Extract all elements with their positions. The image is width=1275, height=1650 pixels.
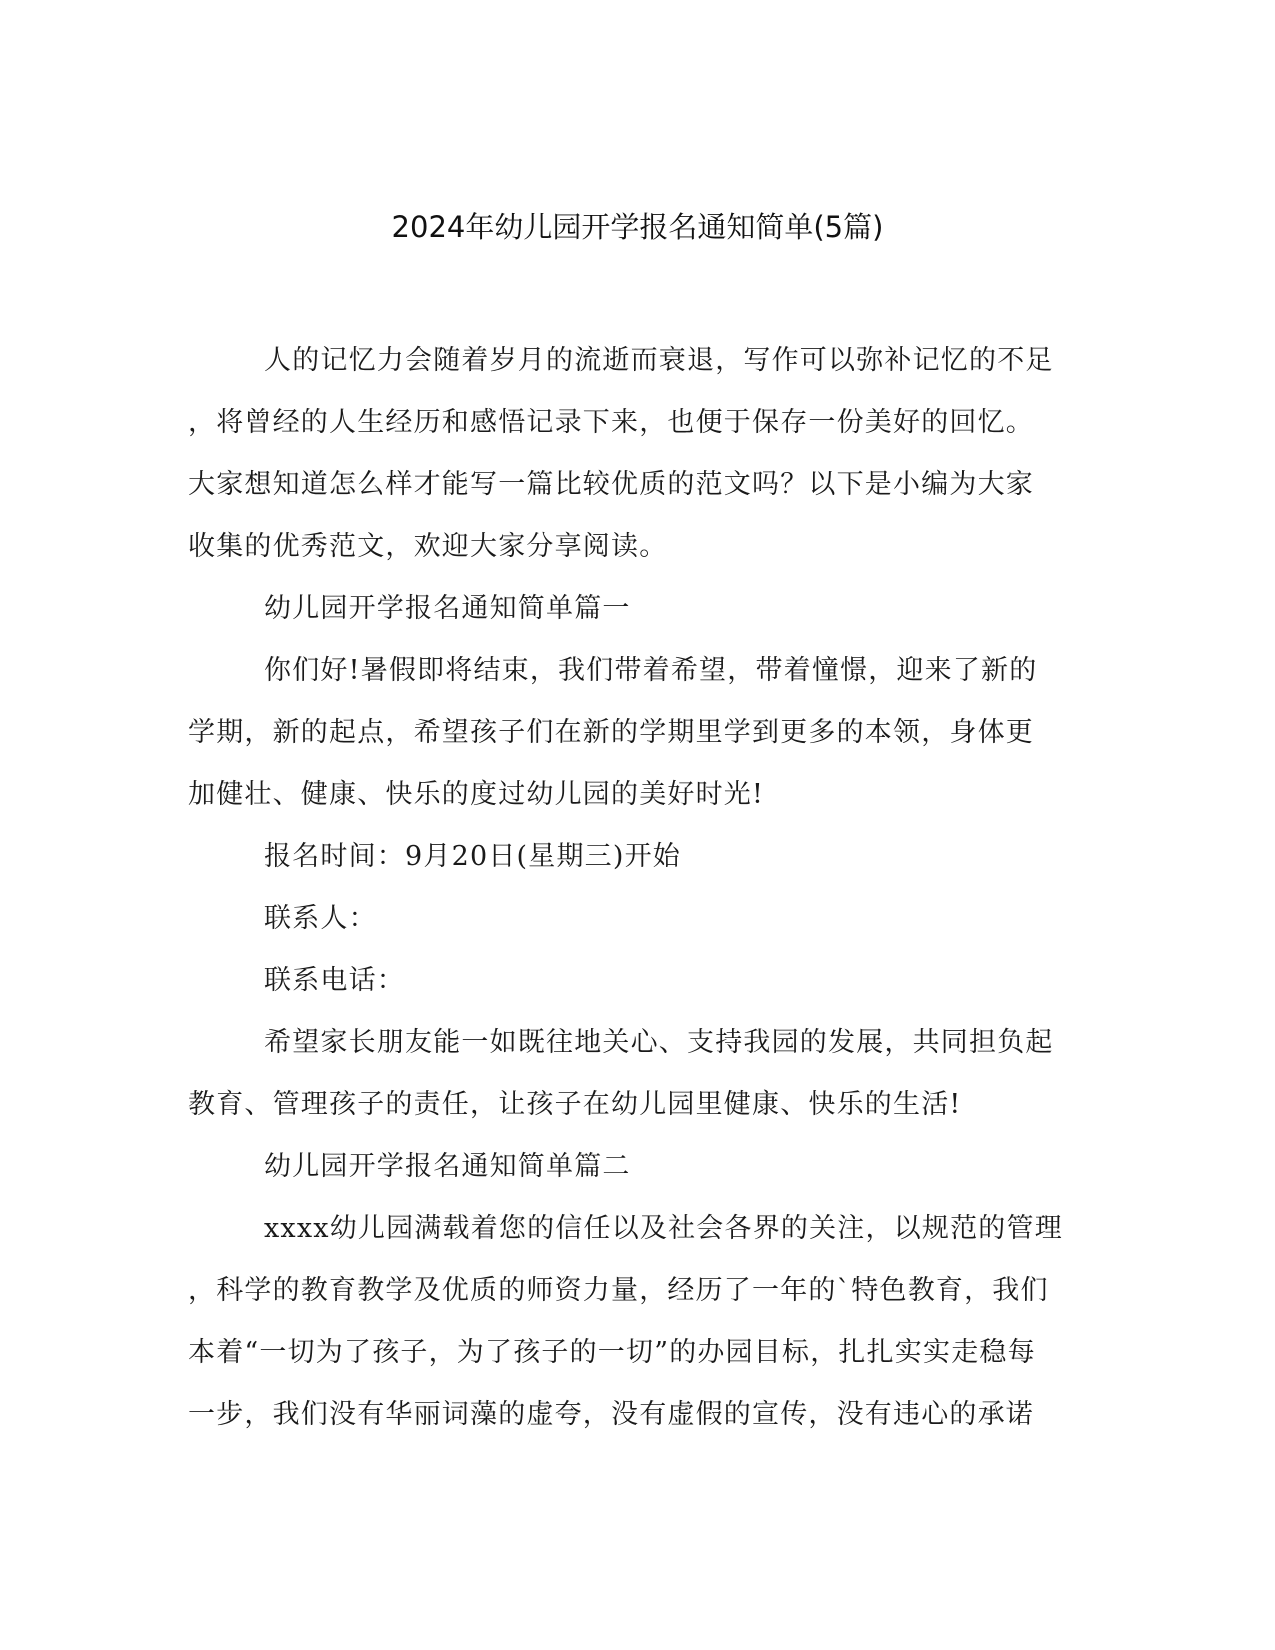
text-line: ，将曾经的人生经历和感悟记录下来，也便于保存一份美好的回忆。	[188, 407, 1034, 438]
document-title: 2024年幼儿园开学报名通知简单(5篇)	[391, 210, 884, 244]
text-line: 收集的优秀范文，欢迎大家分享阅读。	[188, 531, 668, 562]
text-line: ，科学的教育教学及优质的师资力量，经历了一年的`特色教育，我们	[188, 1275, 1049, 1306]
registration-time	[188, 826, 1090, 888]
section-2-paragraph	[188, 1198, 1090, 1446]
text-line: 大家想知道怎么样才能写一篇比较优质的范文吗？以下是小编为大家	[188, 469, 1034, 500]
text-line: 希望家长朋友能一如既往地关心、支持我园的发展，共同担负起	[264, 1027, 1054, 1058]
text-line: 人的记忆力会随着岁月的流逝而衰退，写作可以弥补记忆的不足	[264, 345, 1054, 376]
text-line: 一步，我们没有华丽词藻的虚夸，没有虚假的宣传，没有违心的承诺	[188, 1399, 1034, 1430]
section-heading: 幼儿园开学报名通知简单篇一	[264, 593, 631, 624]
text-line: xxxx幼儿园满载着您的信任以及社会各界的关注，以规范的管理	[264, 1213, 1063, 1244]
text-line: 报名时间：9月20日(星期三)开始	[264, 841, 682, 872]
contact-phone	[188, 950, 1090, 1012]
section-heading-1	[188, 578, 1090, 640]
greeting-paragraph	[188, 640, 1090, 826]
contact-person	[188, 888, 1090, 950]
text-line: 联系电话：	[264, 965, 405, 996]
text-line: 本着“一切为了孩子，为了孩子的一切”的办园目标，扎扎实实走稳每	[188, 1337, 1036, 1368]
text-line: 你们好!暑假即将结束，我们带着希望，带着憧憬，迎来了新的	[264, 655, 1038, 686]
section-heading-2	[188, 1136, 1090, 1198]
intro-paragraph	[188, 330, 1090, 578]
document-body	[188, 330, 1090, 1446]
text-line: 教育、管理孩子的责任，让孩子在幼儿园里健康、快乐的生活!	[188, 1089, 962, 1120]
text-line: 学期，新的起点，希望孩子们在新的学期里学到更多的本领，身体更	[188, 717, 1034, 748]
closing-paragraph	[188, 1012, 1090, 1136]
section-heading: 幼儿园开学报名通知简单篇二	[264, 1151, 631, 1182]
text-line: 联系人：	[264, 903, 377, 934]
text-line: 加健壮、健康、快乐的度过幼儿园的美好时光!	[188, 779, 765, 810]
